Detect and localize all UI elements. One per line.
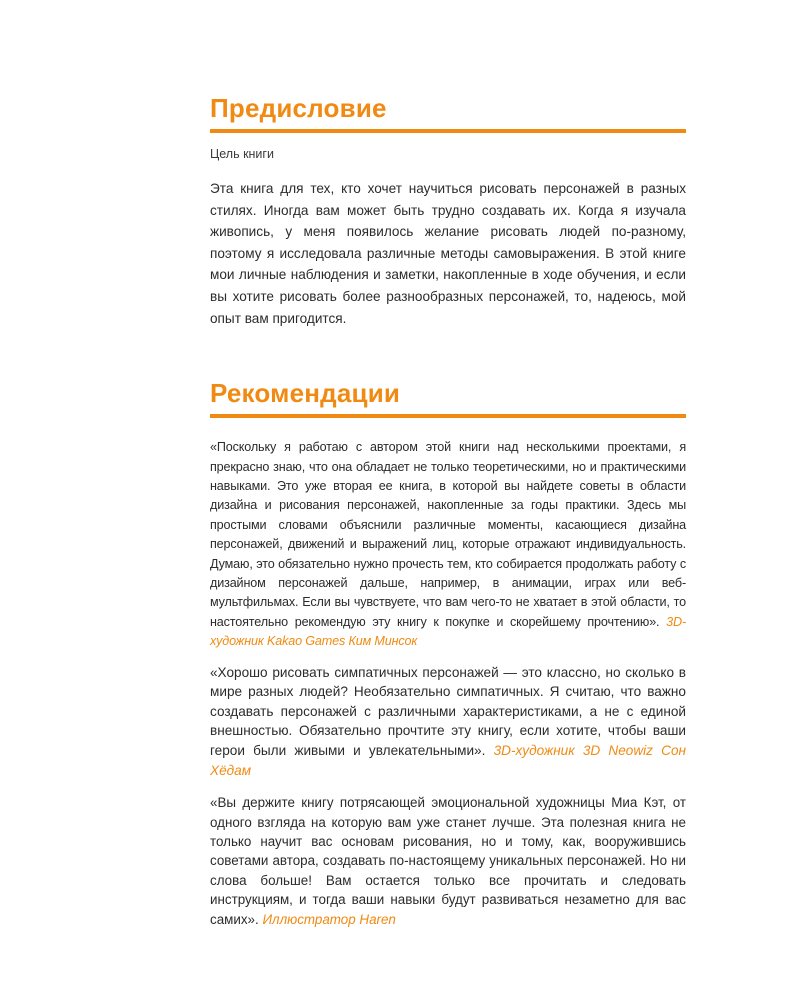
quote-author: Иллюстратор Haren (262, 911, 396, 927)
quote-text: «Вы держите книгу потрясающей эмоциональной художницы Миа Кэт, от одного взгляда на которую вам уже станет лучше. Эта полезная книга не только научит вас основам рисования, но и тому, как, вооружившись советами автора, создавать по-настоящему уникальных персонажей. Но ни слова больше! Вам остается только все прочитать и следовать инструкциям, и тогда ваши навыки будут развиваться незаметно для вас самих». (210, 795, 686, 927)
book-page (210, 92, 686, 929)
quote-author: 3D-художник 3D Neowiz Сон Хёдам (210, 743, 686, 778)
preface-subtitle: Цель книги (210, 147, 274, 161)
recommendations-heading: Рекомендации (210, 378, 401, 409)
quote-author: 3D-художник Kakao Games Ким Минсок (210, 614, 686, 649)
quote-text: «Хорошо рисовать симпатичных персонажей — это классно, но сколько в мире разных людей? Необязательно симпатичных. Я считаю, что важно создавать персонажей с различными характеристиками, а не с единой внешностью. Обязательно прочтите эту книгу, если хотите, чтобы ваши герои были живыми и увлекательными». (210, 664, 686, 758)
recommendation-quote (210, 438, 686, 651)
quote-text: «Поскольку я работаю с автором этой книги над несколькими проектами, я прекрасно знаю, что она обладает не только теоретическими, но и практическими навыками. Это уже вторая ее книга, в которой вы найдете советы в области дизайна и рисования персонажей, накопленные за годы практики. Здесь мы простыми словами объяснили различные моменты, касающиеся дизайна персонажей, движений и выражений лиц, которые отражают индивидуальность. Думаю, это обязательно нужно прочесть тем, кто собирается продолжать работу с дизайном персонажей дальше, например, в анимации, играх или веб-мультфильмах. Если вы чувствуете, что вам чего-то не хватает в этой области, то настоятельно рекомендую эту книгу к покупке и скорейшему прочтению». (210, 440, 686, 629)
recommendations-divider (210, 414, 686, 418)
preface-paragraph: Эта книга для тех, кто хочет научиться рисовать персонажей в разных стилях. Иногда вам может быть трудно создавать их. Когда я изучала живопись, у меня появилось желание рисовать людей по-разному, поэтому я исследовала различные методы самовыражения. В этой книге мои личные наблюдения и заметки, накопленные в ходе обучения, и если вы хотите рисовать более разнообразных персонажей, то, надеюсь, мой опыт вам пригодится. (210, 181, 686, 326)
recommendations-section (210, 377, 686, 418)
recommendation-quote (210, 793, 686, 929)
preface-divider (210, 129, 686, 133)
preface-heading: Предисловие (210, 93, 387, 123)
recommendation-quote (210, 663, 686, 781)
